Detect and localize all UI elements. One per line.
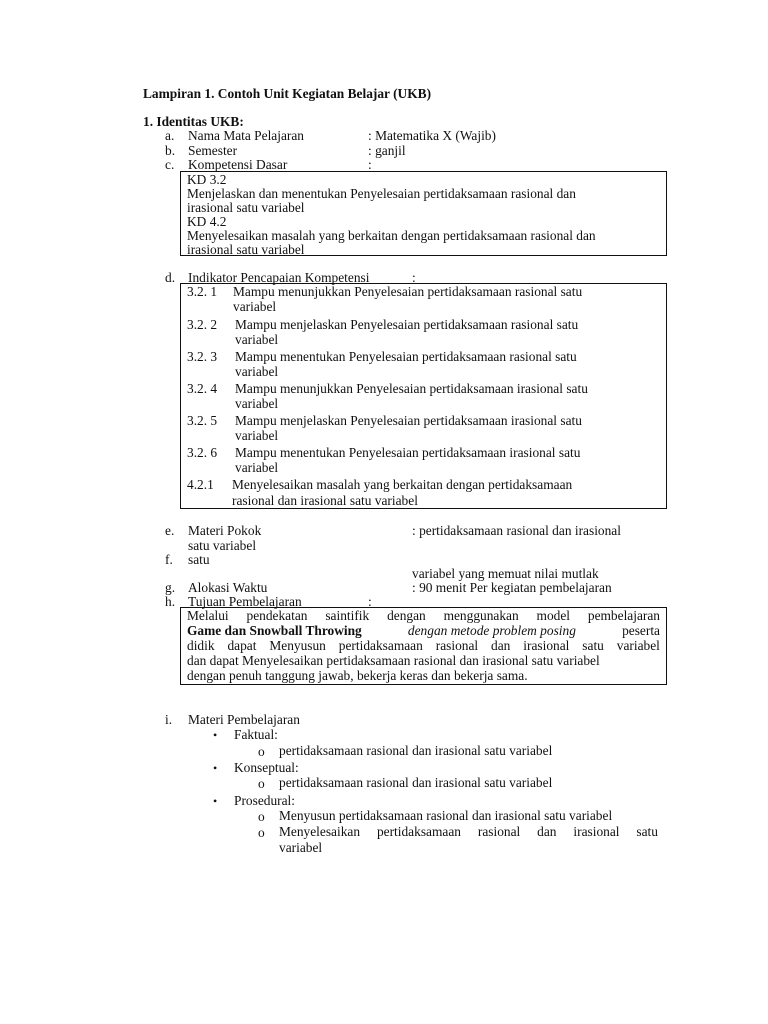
indicator-text: Mampu menunjukkan Penyelesaian pertidaksamaan rasional satu	[233, 284, 583, 299]
bullet-icon: •	[213, 728, 218, 742]
indicator-number: 3.2. 2	[187, 317, 218, 332]
word: dan	[537, 824, 557, 839]
kd-line: KD 3.2	[187, 172, 227, 187]
bullet-icon: •	[213, 794, 218, 808]
word: irasional	[573, 824, 620, 839]
indicator-number: 3.2. 6	[187, 445, 218, 460]
item-marker: c.	[165, 157, 175, 172]
word: irasional	[523, 638, 570, 653]
field-label: satu	[188, 552, 210, 567]
list-item	[279, 824, 658, 840]
word: didik	[187, 638, 215, 653]
tujuan-line: dengan penuh tanggung jawab, bekerja keras dan bekerja sama.	[187, 668, 528, 683]
sub-bullet-icon: o	[258, 809, 265, 824]
word: dan	[491, 638, 511, 653]
method-name: dengan metode problem posing	[407, 623, 576, 638]
kd-line: Menjelaskan dan menentukan Penyelesaian pertidaksamaan rasional dan	[187, 186, 576, 201]
word: dengan	[387, 608, 426, 623]
kd-line: KD 4.2	[187, 214, 227, 229]
field-label: Kompetensi Dasar	[188, 157, 288, 172]
indicator-text: Mampu menjelaskan Penyelesaian pertidaksamaan irasional satu	[235, 413, 582, 428]
list-item: Menyusun pertidaksamaan rasional dan irasional satu variabel	[279, 808, 613, 823]
word: Menyusun	[269, 638, 326, 653]
indicator-text: Mampu menjelaskan Penyelesaian pertidaksamaan rasional satu	[235, 317, 579, 332]
field-label: Materi Pokok	[188, 523, 262, 538]
indicator-cont: variabel	[235, 364, 279, 379]
field-label: Indikator Pencapaian Kompetensi	[188, 270, 370, 285]
field-label: Semester	[188, 143, 238, 158]
field-value: : Matematika X (Wajib)	[368, 128, 496, 143]
word: menggunakan	[443, 608, 519, 623]
indicator-number: 3.2. 1	[187, 284, 218, 299]
kd-line: irasional satu variabel	[187, 242, 305, 257]
word: saintifik	[325, 608, 370, 623]
word: model	[536, 608, 571, 623]
item-marker: f.	[165, 552, 173, 567]
indicator-text: Menyelesaikan masalah yang berkaitan dengan pertidaksamaan	[232, 477, 573, 492]
indicator-cont: rasional dan irasional satu variabel	[232, 493, 418, 508]
tujuan-line	[187, 608, 660, 624]
tujuan-line	[187, 638, 660, 654]
field-value-cont: variabel yang memuat nilai mutlak	[412, 566, 599, 581]
tujuan-line: dan dapat Menyelesaikan pertidaksamaan rasional dan irasional satu variabel	[187, 653, 600, 668]
word: satu	[582, 638, 604, 653]
section-heading: 1. Identitas UKB:	[143, 114, 244, 129]
item-marker: a.	[165, 128, 175, 143]
word: pertidaksamaan	[376, 824, 461, 839]
word: pertidaksamaan	[338, 638, 423, 653]
model-name: Game dan Snowball Throwing	[187, 623, 362, 638]
kd-line: Menyelesaikan masalah yang berkaitan dengan pertidaksamaan rasional dan	[187, 228, 596, 243]
indicator-cont: variabel	[235, 332, 279, 347]
field-label: Tujuan Pembelajaran	[188, 594, 302, 609]
list-item-cont: variabel	[279, 840, 323, 855]
field-value: :	[412, 270, 416, 285]
indikator-box	[180, 283, 667, 509]
field-value: :	[368, 594, 372, 609]
word: variabel	[616, 638, 660, 653]
indicator-number: 4.2.1	[187, 477, 214, 492]
indicator-number: 3.2. 5	[187, 413, 218, 428]
word: rasional	[435, 638, 479, 653]
item-marker: b.	[165, 143, 176, 158]
word: dapat	[227, 638, 257, 653]
tujuan-line	[187, 623, 660, 639]
field-value: : 90 menit Per kegiatan pembelajaran	[412, 580, 612, 595]
item-marker: i.	[165, 712, 173, 727]
bullet-icon: •	[213, 761, 218, 775]
indicator-text: Mampu menentukan Penyelesaian pertidaksamaan rasional satu	[235, 349, 577, 364]
indicator-cont: variabel	[235, 428, 279, 443]
sub-bullet-icon: o	[258, 744, 265, 759]
item-marker: g.	[165, 580, 176, 595]
item-marker: e.	[165, 523, 175, 538]
sub-bullet-icon: o	[258, 825, 265, 840]
kd-line: irasional satu variabel	[187, 200, 305, 215]
field-value: : ganjil	[368, 143, 406, 158]
kompetensi-dasar-box	[180, 171, 667, 256]
indicator-cont: variabel	[233, 299, 277, 314]
indicator-text: Mampu menentukan Penyelesaian pertidaksamaan irasional satu	[235, 445, 581, 460]
category-label: Konseptual:	[234, 760, 299, 775]
indicator-cont: variabel	[235, 396, 279, 411]
field-label: Alokasi Waktu	[188, 580, 268, 595]
sub-bullet-icon: o	[258, 776, 265, 791]
word: peserta	[622, 623, 660, 638]
list-item: pertidaksamaan rasional dan irasional satu variabel	[279, 775, 553, 790]
indicator-number: 3.2. 3	[187, 349, 218, 364]
field-value-cont: satu variabel	[188, 538, 257, 553]
tujuan-pembelajaran-box	[180, 607, 667, 685]
word: Melalui	[187, 608, 229, 623]
field-label: Materi Pembelajaran	[188, 712, 300, 727]
word: pendekatan	[246, 608, 308, 623]
indicator-number: 3.2. 4	[187, 381, 218, 396]
field-label: Nama Mata Pelajaran	[188, 128, 304, 143]
category-label: Prosedural:	[234, 793, 295, 808]
word: Menyelesaikan	[279, 824, 361, 839]
item-marker: h.	[165, 594, 176, 609]
item-marker: d.	[165, 270, 176, 285]
field-value: :	[368, 157, 372, 172]
indicator-text: Mampu menunjukkan Penyelesaian pertidaksamaan irasional satu	[235, 381, 588, 396]
list-item: pertidaksamaan rasional dan irasional satu variabel	[279, 743, 553, 758]
word: satu	[636, 824, 658, 839]
word: pembelajaran	[587, 608, 660, 623]
indicator-cont: variabel	[235, 460, 279, 475]
word: rasional	[477, 824, 521, 839]
page-title: Lampiran 1. Contoh Unit Kegiatan Belajar (UKB)	[143, 86, 432, 101]
field-value: : pertidaksamaan rasional dan irasional	[412, 523, 621, 538]
category-label: Faktual:	[234, 727, 278, 742]
